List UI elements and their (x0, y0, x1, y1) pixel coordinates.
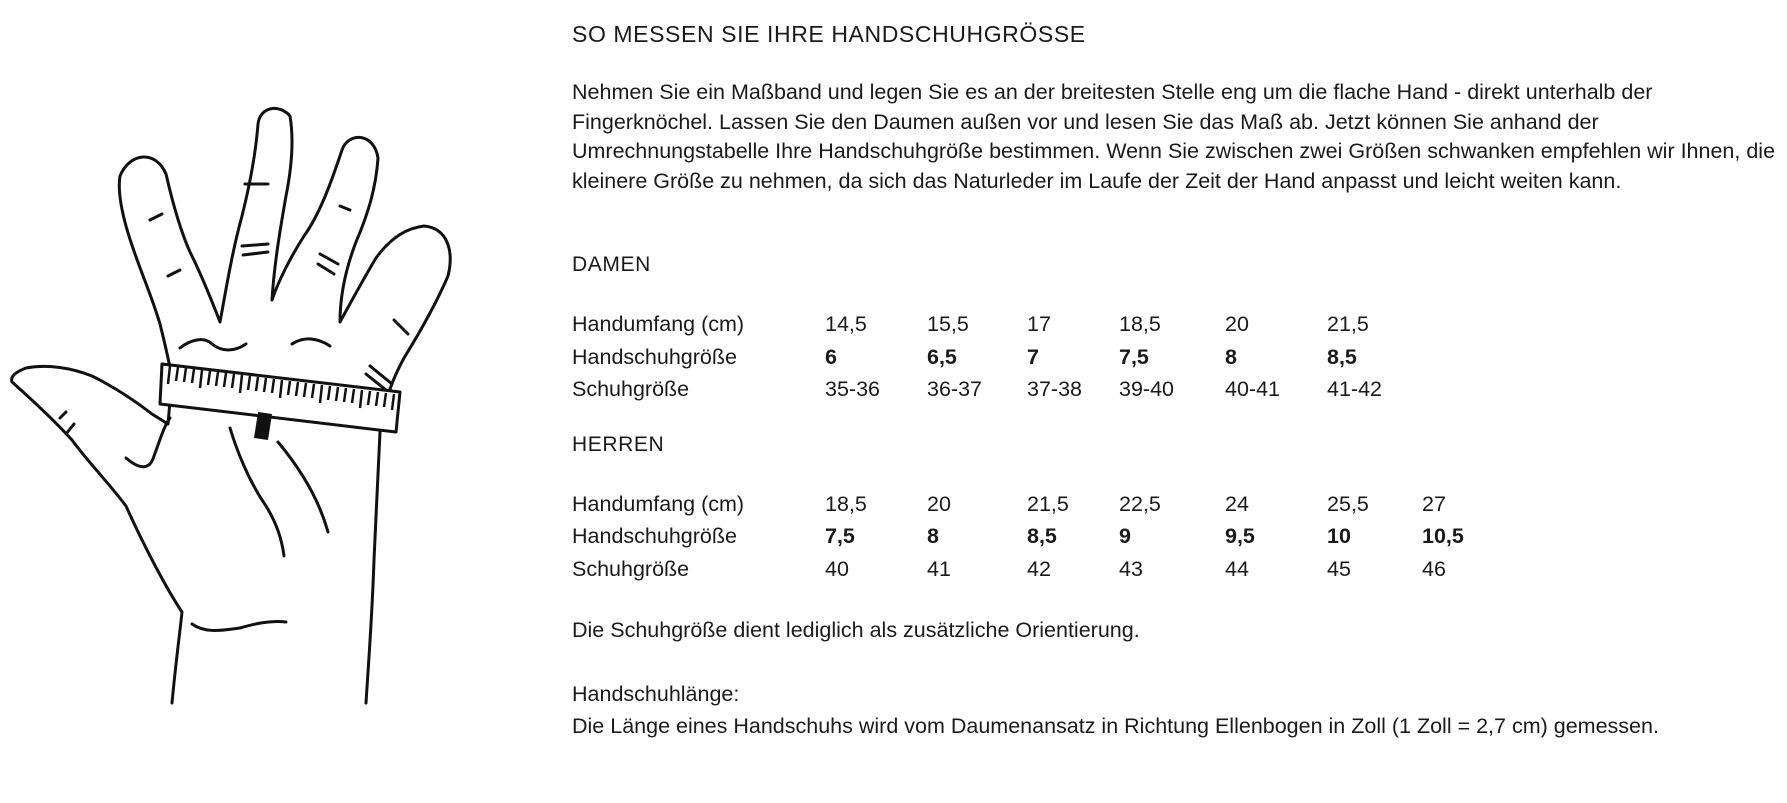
row-label: Schuhgröße (572, 377, 690, 401)
table-cell: 18,5 (1119, 312, 1161, 336)
table-cell: 43 (1119, 556, 1143, 581)
herren-size-table (572, 488, 1502, 586)
table-cell: 8,5 (1027, 524, 1057, 548)
row-label: Handschuhgröße (572, 524, 737, 548)
intro-paragraph: Nehmen Sie ein Maßband und legen Sie es an der breitesten Stelle eng um die flache Hand - direkt unterhalb der Fingerknöchel. Lassen Sie den Daumen außen vor und lesen Sie das Maß ab. Jetzt können Sie anhand der Umrechnungstabelle Ihre Handschuhgröße bestimmen. Wenn Sie zwischen zwei Größen schwanken empfehlen wir Ihnen, die kleinere Größe zu nehmen, da sich das Naturleder im Laufe der Zeit der Hand anpasst und leicht weiten kann. (572, 80, 1776, 193)
table-cell: 25,5 (1327, 491, 1369, 516)
table-row (572, 373, 1422, 406)
damen-size-table (572, 308, 1422, 406)
table-row (572, 308, 1422, 341)
herren-section-title: HERREN (572, 432, 665, 456)
row-label: Schuhgröße (572, 556, 690, 581)
table-cell: 22,5 (1119, 491, 1161, 516)
table-cell: 40 (825, 556, 849, 581)
table-cell: 41-42 (1327, 377, 1382, 401)
table-cell: 15,5 (927, 312, 969, 336)
table-cell: 24 (1225, 491, 1249, 516)
table-cell: 6,5 (927, 344, 957, 369)
table-cell: 18,5 (825, 491, 867, 516)
hand-measuring-tape-illustration (0, 90, 470, 710)
table-row (572, 488, 1502, 521)
table-cell: 17 (1027, 312, 1051, 336)
table-cell: 7,5 (1119, 344, 1149, 369)
content-area (572, 18, 1782, 743)
glove-length-text: Die Länge eines Handschuhs wird vom Daumenansatz in Richtung Ellenbogen in Zoll (1 Zoll = 2,7 cm) gemessen. (572, 714, 1659, 738)
table-cell: 20 (927, 491, 951, 516)
table-cell: 35-36 (825, 377, 880, 401)
row-label: Handschuhgröße (572, 344, 737, 369)
damen-section-title: DAMEN (572, 253, 651, 276)
table-cell: 36-37 (927, 377, 982, 401)
table-cell: 20 (1225, 312, 1249, 336)
table-cell: 46 (1422, 556, 1446, 581)
table-cell: 44 (1225, 556, 1249, 581)
glove-length-label: Handschuhlänge: (572, 682, 740, 706)
table-cell: 37-38 (1027, 377, 1082, 401)
table-cell: 9,5 (1225, 524, 1255, 548)
row-label: Handumfang (cm) (572, 491, 745, 516)
table-cell: 10,5 (1422, 524, 1464, 548)
table-cell: 10 (1327, 524, 1351, 548)
table-row (572, 341, 1422, 374)
table-cell: 6 (825, 344, 837, 369)
table-cell: 7,5 (825, 524, 855, 548)
table-cell: 39-40 (1119, 377, 1174, 401)
page-title: SO MESSEN SIE IHRE HANDSCHUHGRÖSSE (572, 21, 1086, 47)
table-row (572, 520, 1502, 553)
table-cell: 14,5 (825, 312, 867, 336)
table-cell: 9 (1119, 524, 1131, 548)
table-cell: 8 (1225, 344, 1237, 369)
table-cell: 41 (927, 556, 951, 581)
table-cell: 40-41 (1225, 377, 1280, 401)
table-cell: 27 (1422, 491, 1446, 516)
table-cell: 45 (1327, 556, 1351, 581)
shoe-size-note: Die Schuhgröße dient lediglich als zusätzliche Orientierung. (572, 618, 1140, 642)
table-cell: 7 (1027, 344, 1039, 369)
table-cell: 42 (1027, 556, 1051, 581)
table-cell: 8 (927, 524, 939, 548)
table-cell: 8,5 (1327, 344, 1357, 369)
table-row (572, 553, 1502, 586)
table-cell: 21,5 (1327, 312, 1369, 336)
table-cell: 21,5 (1027, 491, 1069, 516)
row-label: Handumfang (cm) (572, 312, 745, 336)
